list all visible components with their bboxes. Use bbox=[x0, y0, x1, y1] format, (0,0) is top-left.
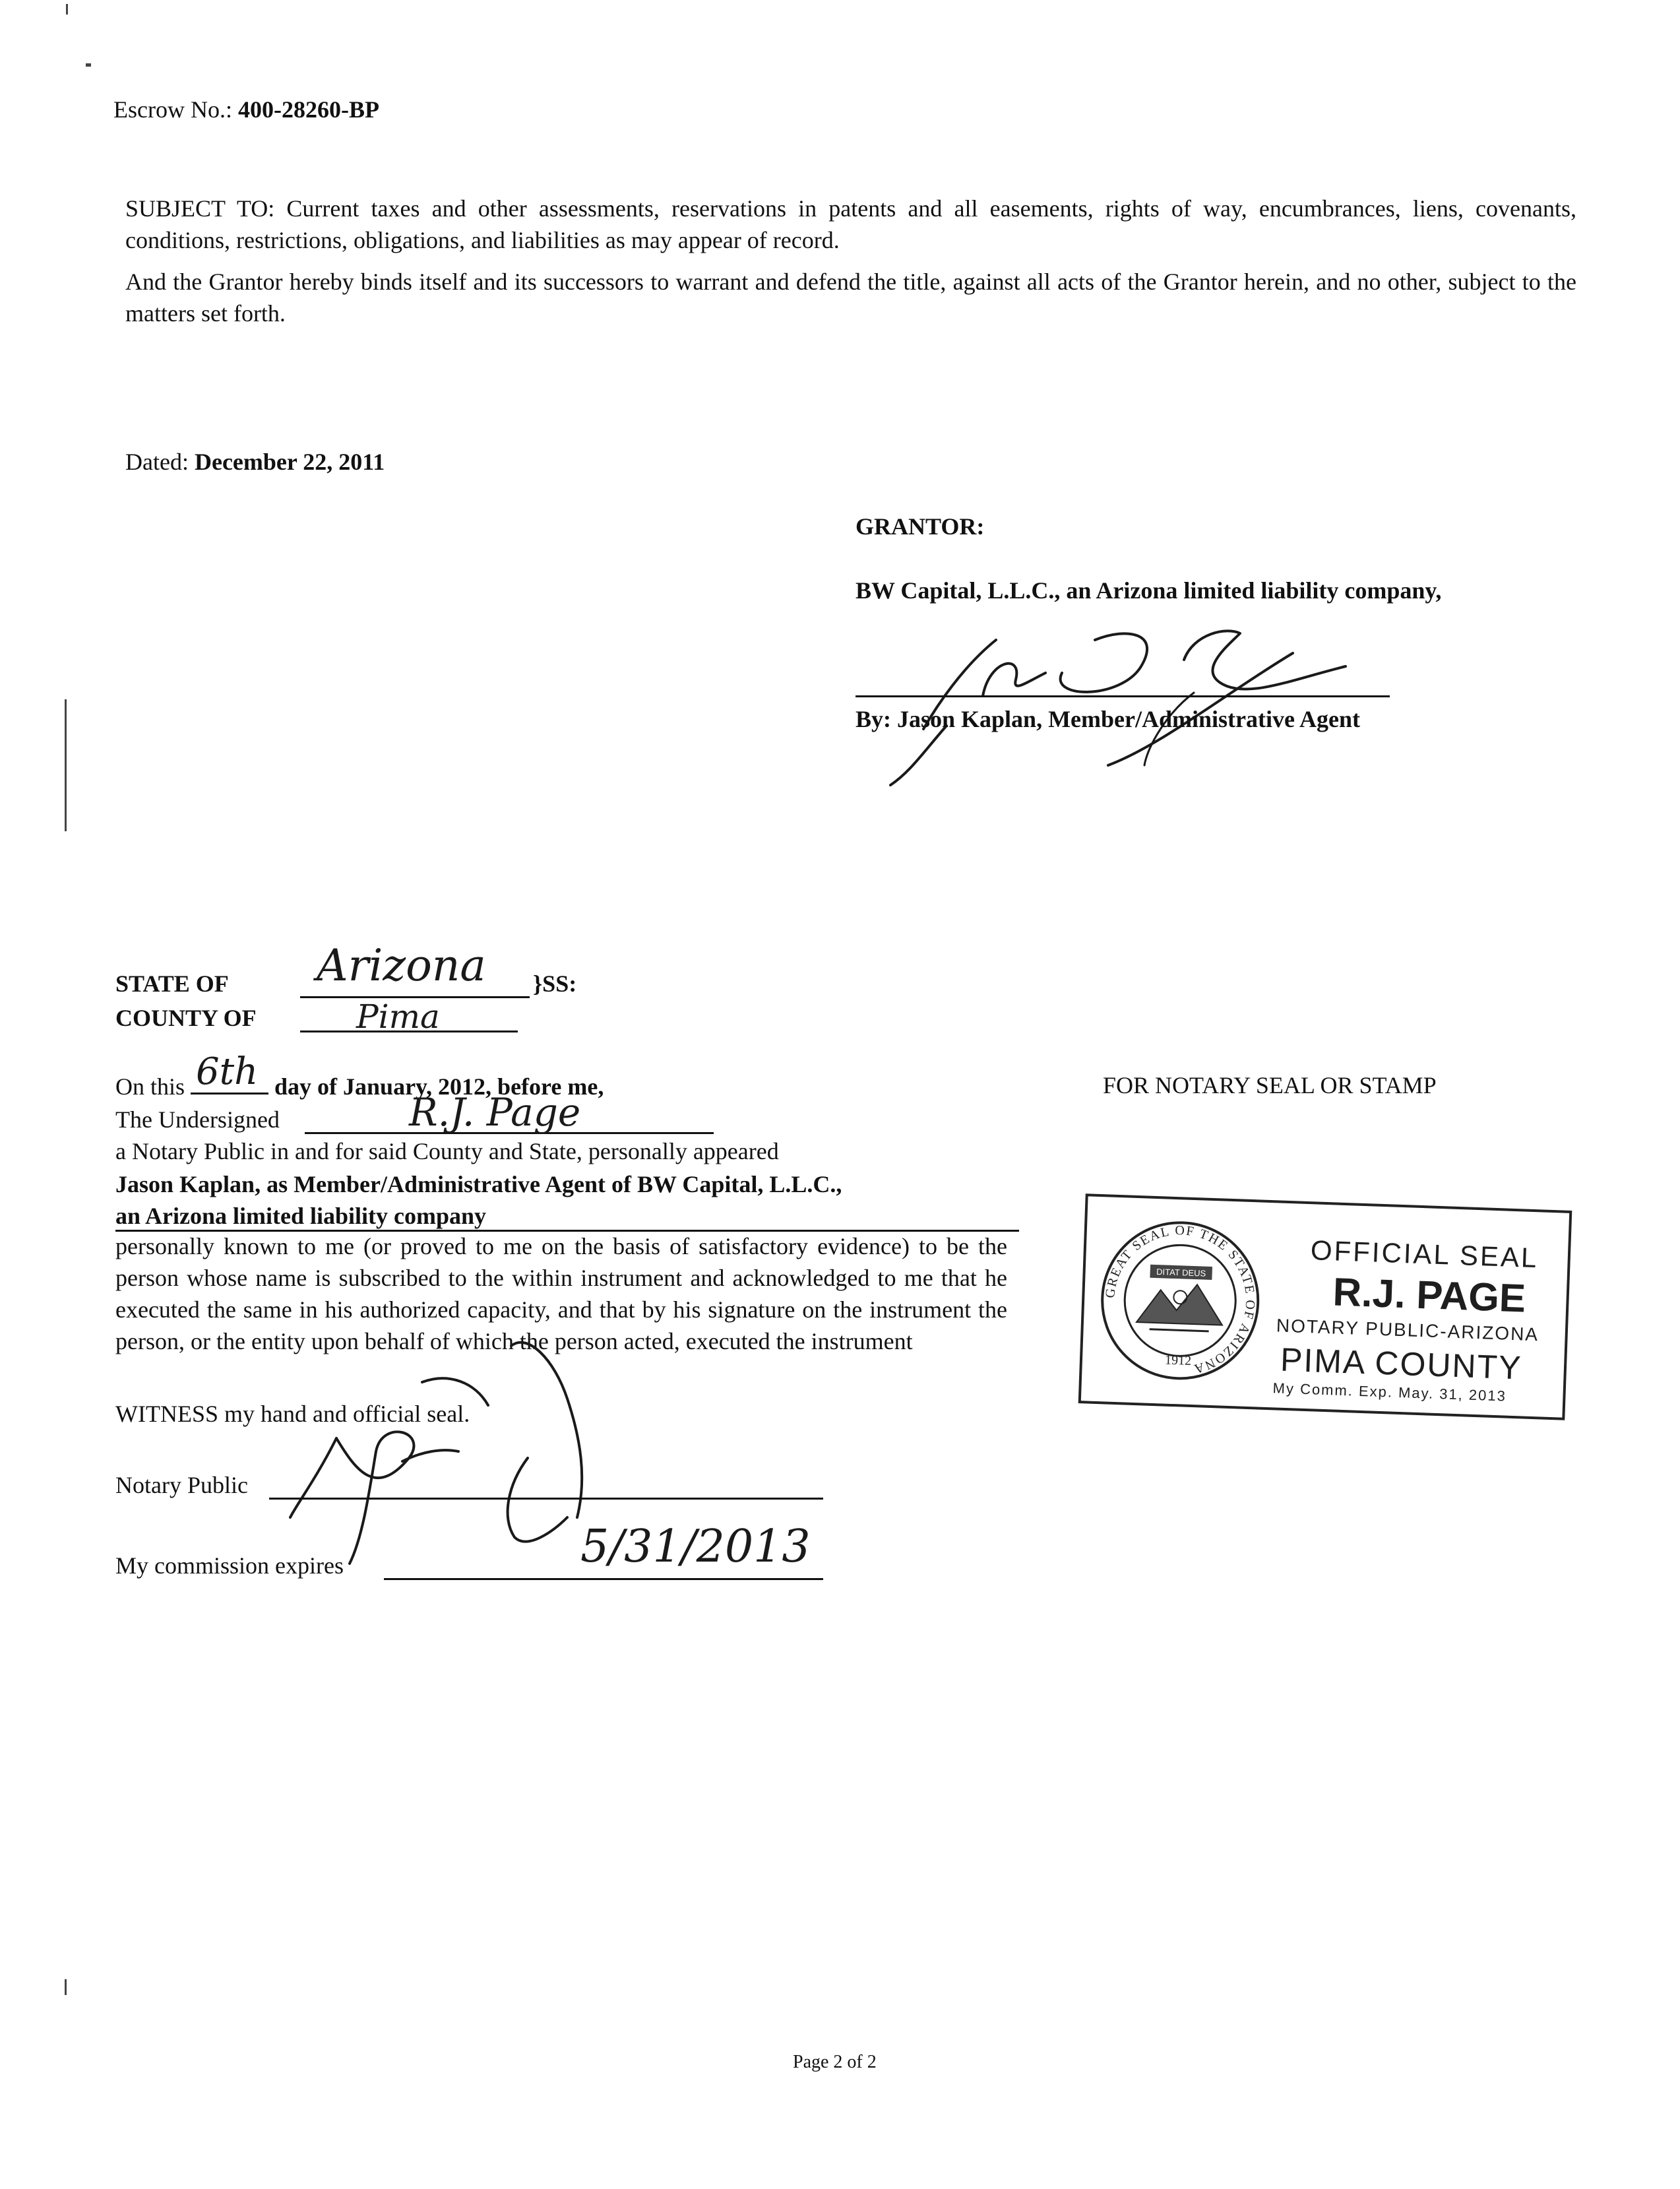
grantor-by-line: By: Jason Kaplan, Member/Administrative Agent bbox=[856, 706, 1360, 732]
on-this-label: On this bbox=[115, 1073, 185, 1100]
page-number: Page 2 of 2 bbox=[793, 2052, 877, 2072]
witness-line: WITNESS my hand and official seal. bbox=[115, 1401, 470, 1427]
undersigned-label: The Undersigned bbox=[115, 1106, 280, 1133]
day-handwritten: 6th bbox=[196, 1050, 259, 1093]
grantor-signature-line bbox=[856, 695, 1390, 697]
stamp-county: PIMA COUNTY bbox=[1280, 1341, 1523, 1387]
notary-public-label: Notary Public bbox=[115, 1472, 248, 1498]
seal-motto: DITAT DEUS bbox=[1156, 1267, 1206, 1279]
scan-mark bbox=[66, 4, 68, 15]
grantor-signature bbox=[884, 614, 1478, 792]
commission-handwritten: 5/31/2013 bbox=[580, 1521, 811, 1573]
dated-line bbox=[125, 447, 385, 478]
escrow-line bbox=[113, 94, 379, 126]
county-handwritten: Pima bbox=[356, 998, 440, 1036]
stamp-role: NOTARY PUBLIC-ARIZONA bbox=[1276, 1315, 1540, 1345]
undersigned-line bbox=[115, 1104, 280, 1136]
notary-intro-line: a Notary Public in and for said County and State, personally appeared bbox=[115, 1138, 779, 1164]
scan-mark bbox=[86, 63, 91, 67]
notary-seal-label: FOR NOTARY SEAL OR STAMP bbox=[1103, 1072, 1437, 1098]
ss-label: }SS: bbox=[533, 970, 577, 997]
scan-mark bbox=[65, 699, 67, 831]
state-handwritten: Arizona bbox=[317, 940, 486, 991]
dated-label: Dated: bbox=[125, 449, 189, 475]
state-seal-icon bbox=[1095, 1215, 1266, 1386]
day-blank bbox=[191, 1050, 268, 1094]
seal-ring-text: GREAT SEAL OF THE STATE OF ARIZONA bbox=[1103, 1223, 1258, 1377]
seal-year: 1912 bbox=[1164, 1352, 1192, 1368]
grantor-heading: GRANTOR: bbox=[856, 513, 985, 540]
scan-mark bbox=[65, 1979, 67, 1995]
escrow-number: 400-28260-BP bbox=[237, 96, 379, 123]
appeared-line-2: an Arizona limited liability company bbox=[115, 1203, 487, 1229]
notary-stamp bbox=[1078, 1193, 1572, 1420]
stamp-title: OFFICIAL SEAL bbox=[1310, 1234, 1540, 1274]
commission-blank-line bbox=[384, 1578, 823, 1580]
acknowledgment-body: personally known to me (or proved to me on the basis of satisfactory evidence) to be the person whose name is subscribed to the within instrument and acknowledged to me that he executed the same in his authorized capacity, and that by his signature on the instrument the person, or the entity upon behalf of which the person acted, executed the instrument bbox=[115, 1233, 1007, 1354]
dated-value: December 22, 2011 bbox=[194, 449, 385, 475]
undersigned-handwritten: R.J. Page bbox=[409, 1090, 581, 1135]
appeared-line-1: Jason Kaplan, as Member/Administrative Agent of BW Capital, L.L.C., bbox=[115, 1171, 842, 1197]
warranty-paragraph: And the Grantor hereby binds itself and its successors to warrant and defend the title, against all acts of the Grantor herein, and no other, subject to the matters set forth. bbox=[125, 269, 1576, 327]
county-of-label: COUNTY OF bbox=[115, 1005, 257, 1031]
notary-public-signature-line bbox=[269, 1498, 823, 1500]
day-of-text: day of January, 2012, before me, bbox=[274, 1073, 604, 1100]
escrow-label: Escrow No.: bbox=[113, 96, 232, 123]
stamp-name: R.J. PAGE bbox=[1332, 1269, 1527, 1321]
state-of-label: STATE OF bbox=[115, 970, 229, 997]
commission-label: My commission expires bbox=[115, 1552, 344, 1579]
grantor-company: BW Capital, L.L.C., an Arizona limited liability company, bbox=[856, 577, 1442, 604]
subject-to-paragraph: SUBJECT TO: Current taxes and other assessments, reservations in patents and all easements, rights of way, encumbrances, liens, covenants, conditions, restrictions, obligations, and liabilities as may appear of record. bbox=[125, 195, 1576, 253]
stamp-expires: My Comm. Exp. May. 31, 2013 bbox=[1272, 1380, 1507, 1405]
